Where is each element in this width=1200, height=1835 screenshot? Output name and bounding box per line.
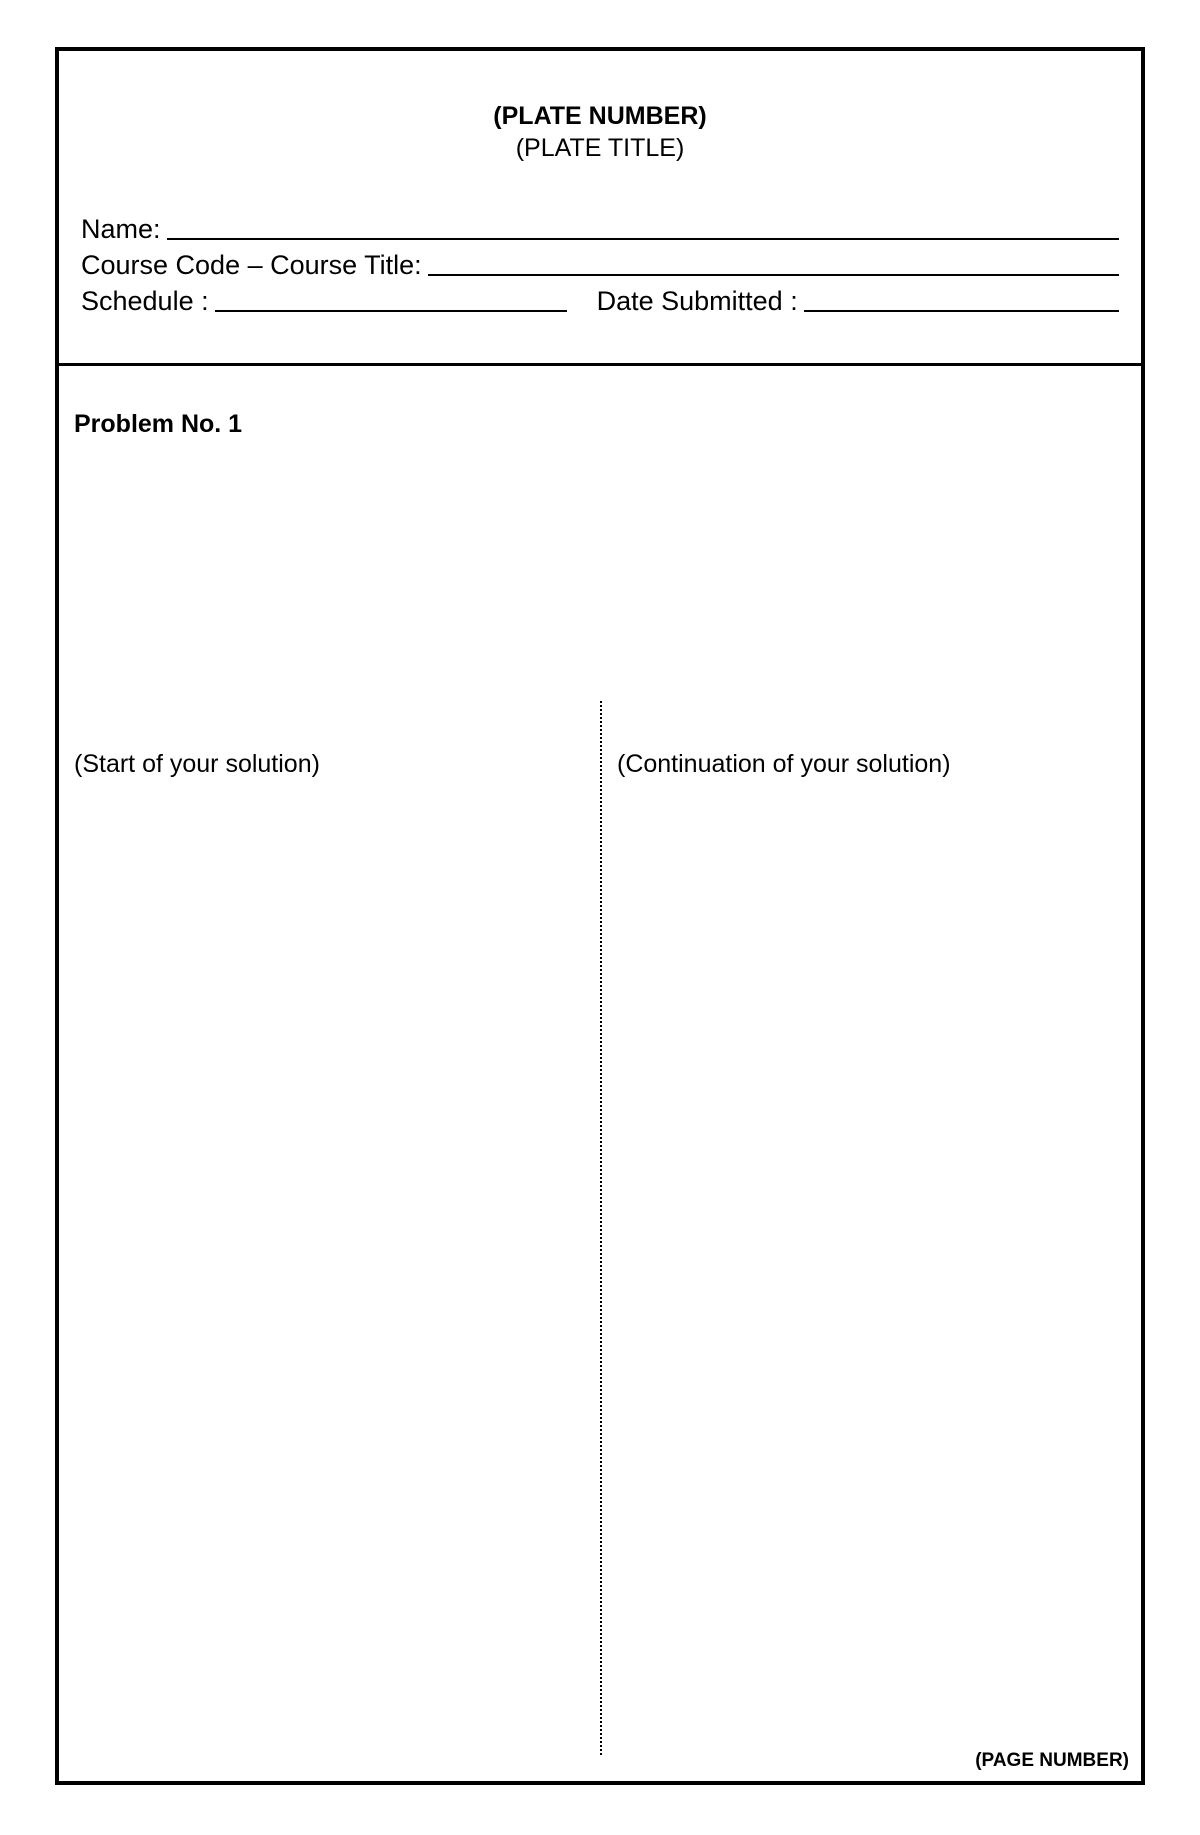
plate-header bbox=[59, 51, 1141, 366]
date-blank-line[interactable] bbox=[804, 286, 1119, 312]
course-blank-line[interactable] bbox=[428, 250, 1119, 276]
page-number: (PAGE NUMBER) bbox=[975, 1750, 1129, 1771]
plate-title: (PLATE TITLE) bbox=[515, 134, 685, 162]
schedule-label: Schedule : bbox=[81, 286, 209, 316]
course-row bbox=[81, 247, 1119, 281]
name-row bbox=[81, 211, 1119, 245]
problem-label: Problem No. 1 bbox=[74, 410, 243, 438]
course-label: Course Code – Course Title: bbox=[81, 250, 422, 280]
name-label: Name: bbox=[81, 214, 161, 244]
schedule-blank-line[interactable] bbox=[215, 286, 567, 312]
name-blank-line[interactable] bbox=[167, 214, 1119, 240]
schedule-row bbox=[81, 283, 1119, 317]
column-divider bbox=[600, 701, 602, 1755]
plate-number: (PLATE NUMBER) bbox=[493, 102, 707, 130]
plate-sheet bbox=[55, 47, 1145, 1785]
start-solution-label: (Start of your solution) bbox=[74, 750, 320, 778]
date-submitted-label: Date Submitted : bbox=[596, 286, 798, 316]
continuation-solution-label: (Continuation of your solution) bbox=[617, 750, 951, 778]
